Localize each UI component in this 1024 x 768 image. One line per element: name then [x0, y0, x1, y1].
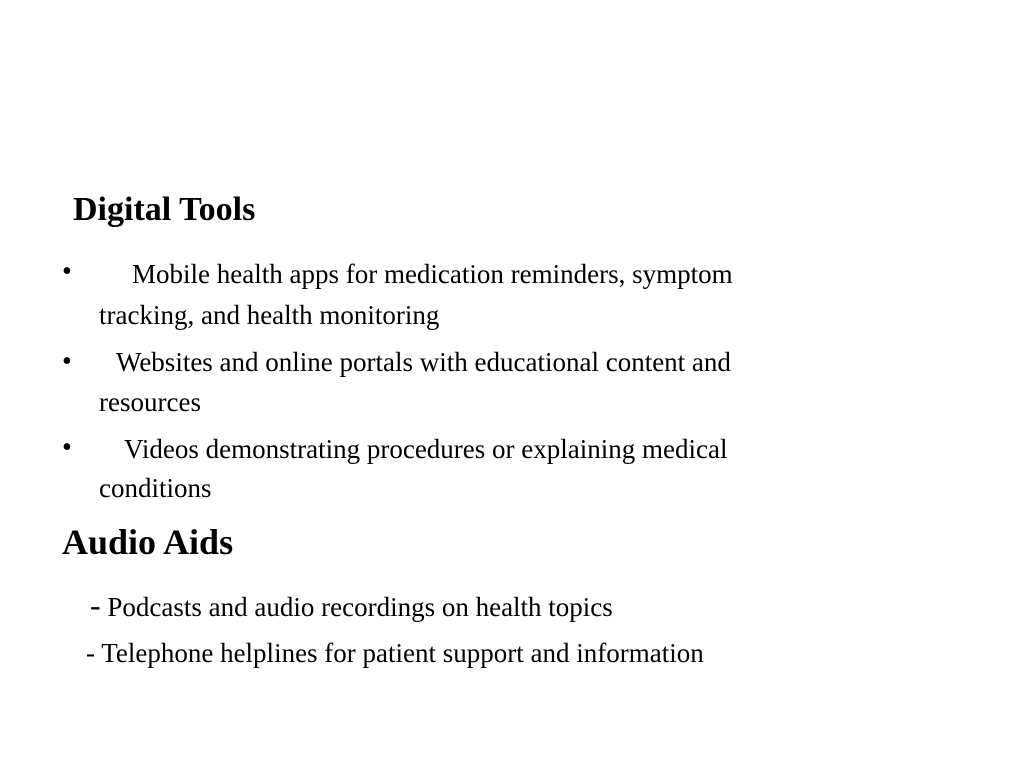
bullet-icon: •: [62, 346, 72, 377]
bullet-text-line: conditions: [99, 473, 212, 503]
bullet-text-line: resources: [99, 387, 201, 417]
bullet-text-line: Websites and online portals with educational content and: [116, 347, 731, 377]
bullet-text-line: tracking, and health monitoring: [99, 300, 440, 330]
dash-icon: -: [90, 587, 101, 623]
audio-aids-item-text: Podcasts and audio recordings on health topics: [107, 592, 613, 622]
bullet-text-line: Mobile health apps for medication reminders, symptom: [132, 259, 733, 289]
audio-aids-heading: Audio Aids: [62, 522, 234, 562]
bullet-icon: •: [62, 256, 72, 287]
bullet-text-line: Videos demonstrating procedures or explaining medical: [124, 434, 728, 464]
bullet-icon: •: [62, 432, 72, 463]
audio-aids-item-podcasts: [90, 587, 613, 625]
audio-aids-item-helplines: [86, 635, 704, 671]
audio-aids-item-text: Telephone helplines for patient support and information: [101, 638, 704, 668]
digital-tools-heading: Digital Tools: [73, 191, 256, 228]
dash-icon: -: [86, 638, 95, 668]
